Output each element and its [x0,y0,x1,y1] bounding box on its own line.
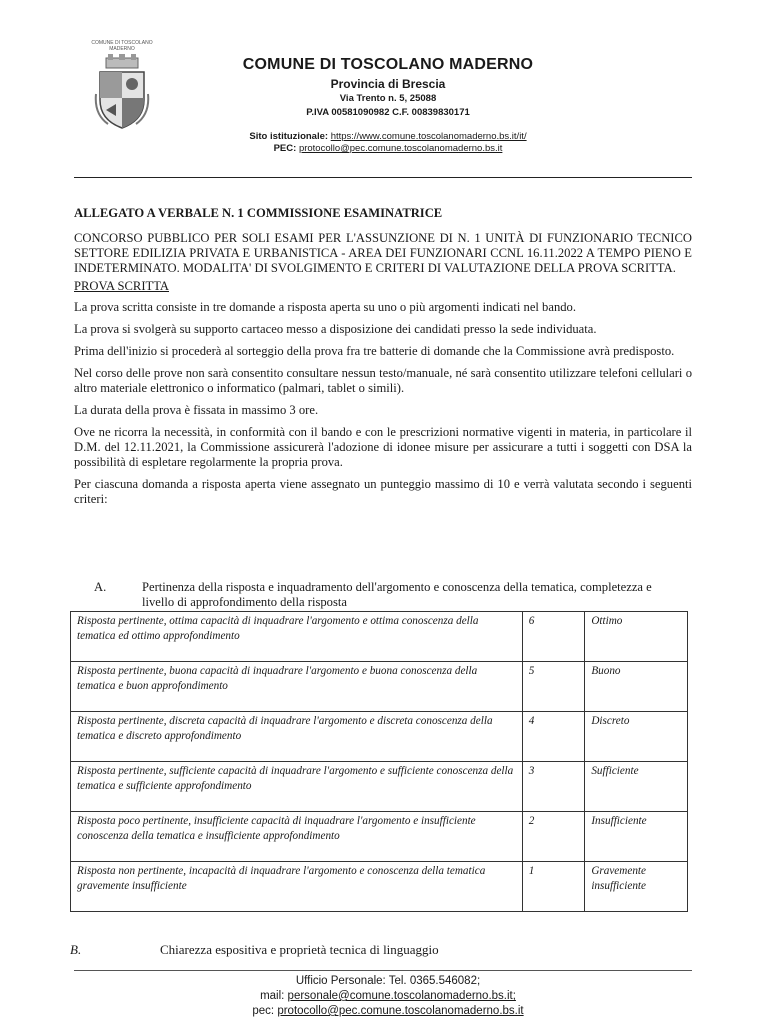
footer-pec-line [200,1004,576,1019]
row-description: Risposta non pertinente, incapacità di inquadrare l'argomento e conoscenza della tematica gravemente insufficiente [71,862,523,912]
letterhead [200,56,576,155]
pec-label: pec: [252,1005,275,1017]
criterion-letter: A. [94,580,107,594]
table-row [71,662,688,712]
row-score: 3 [522,762,585,812]
paragraph: La prova si svolgerà su supporto cartaceo messo a disposizione dei candidati presso la sede individuata. [74,322,597,336]
paragraph: Ove ne ricorra la necessità, in conformità con il bando e con le prescrizioni normative vigenti in materia, in particolare il D.M. del 12.11.2021, la Commissione assicurerà l'adozione di idonee misure per assicurare a tutti i soggetti con DSA la possibilità di espletare regolarmente la propria prova. [74,425,692,469]
table-row [71,812,688,862]
pec-label: PEC: [273,143,297,154]
row-grade: Sufficiente [585,762,688,812]
criterion-letter: B. [70,942,82,957]
row-score: 1 [522,862,585,912]
row-grade: Gravemente insufficiente [585,862,688,912]
row-description: Risposta pertinente, ottima capacità di inquadrare l'argomento e ottima conoscenza della tematica ed ottimo approfondimento [71,612,523,662]
pec-line [200,143,576,155]
paragraph: Prima dell'inizio si procederà al sorteggio della prova fra tre batterie di domande che la Commissione avrà predisposto. [74,344,675,358]
pec-link[interactable]: protocollo@pec.comune.toscolanomaderno.bs.it [298,143,503,154]
org-name: COMUNE DI TOSCOLANO MADERNO [242,56,534,73]
mail-link[interactable]: personale@comune.toscolanomaderno.bs.it; [287,990,516,1002]
row-description: Risposta pertinente, discreta capacità di inquadrare l'argomento e discreta conoscenza della tematica e discreto approfondimento [71,712,523,762]
site-label: Sito istituzionale: [249,131,329,142]
table-row [71,862,688,912]
row-grade: Ottimo [585,612,688,662]
paragraph: La prova scritta consiste in tre domande a risposta aperta su uno o più argomenti indicati nel bando. [74,300,576,314]
address: Via Trento n. 5, 25088 [339,93,437,104]
table-row [71,762,688,812]
pec-link[interactable]: protocollo@pec.comune.toscolanomaderno.bs.it [277,1005,524,1017]
province: Provincia di Brescia [330,77,446,91]
row-score: 5 [522,662,585,712]
row-score: 4 [522,712,585,762]
footer-divider [74,970,692,971]
site-line [200,131,576,143]
criterion-a [94,580,654,610]
site-link[interactable]: https://www.comune.toscolanomaderno.bs.it/it/ [330,131,527,142]
competition-heading: CONCORSO PUBBLICO PER SOLI ESAMI PER L'ASSUNZIONE DI N. 1 UNITÀ DI FUNZIONARIO TECNICO SETTORE EDILIZIA PRIVATA E URBANISTICA - AREA DEI FUNZIONARI CCNL 16.11.2022 A TEMPO PIENO E INDETERMINATO. MODALITA' DI SVOLGIMENTO E CRITERI DI VALUTAZIONE DELLA PROVA SCRITTA. [74,231,692,275]
footer-office: Ufficio Personale: Tel. 0365.546082; [295,975,481,987]
mail-label: mail: [260,990,285,1002]
row-description: Risposta pertinente, sufficiente capacità di inquadrare l'argomento e sufficiente conoscenza della tematica e sufficiente approfondimento [71,762,523,812]
table-row [71,712,688,762]
table-row [71,612,688,662]
row-score: 6 [522,612,585,662]
row-description: Risposta poco pertinente, insufficiente capacità di inquadrare l'argomento e insufficiente conoscenza della tematica e insufficiente approfondimento [71,812,523,862]
municipal-crest [84,40,160,140]
paragraph: La durata della prova è fissata in massimo 3 ore. [74,403,319,417]
row-score: 2 [522,812,585,862]
footer-mail-line [200,989,576,1004]
row-description: Risposta pertinente, buona capacità di inquadrare l'argomento e buona conoscenza della tematica e buon approfondimento [71,662,523,712]
crest-caption: COMUNE DI TOSCOLANO MADERNO [91,40,153,52]
footer [200,974,576,1019]
document-title: ALLEGATO A VERBALE N. 1 COMMISSIONE ESAMINATRICE [74,206,443,220]
score-table [70,611,688,912]
row-grade: Insufficiente [585,812,688,862]
row-grade: Buono [585,662,688,712]
coat-of-arms-icon [94,54,150,132]
paragraph: Nel corso delle prove non sarà consentito consultare nessun testo/manuale, né sarà consentito utilizzare telefoni cellulari o altro materiale elettronico o informatico (palmari, tablet o simili). [74,366,692,395]
criterion-text: Chiarezza espositiva e proprietà tecnica di linguaggio [160,942,439,957]
document-body [74,206,692,514]
criterion-text: Pertinenza della risposta e inquadramento dell'argomento e conoscenza della tematica, completezza e livello di approfondimento della risposta [142,580,652,609]
header-divider [74,177,692,178]
section-heading: PROVA SCRITTA [74,279,169,293]
vat-tax-code: P.IVA 00581090982 C.F. 00839830171 [306,107,470,118]
paragraph: Per ciascuna domanda a risposta aperta viene assegnato un punteggio massimo di 10 e verrà valutata secondo i seguenti criteri: [74,477,692,506]
row-grade: Discreto [585,712,688,762]
